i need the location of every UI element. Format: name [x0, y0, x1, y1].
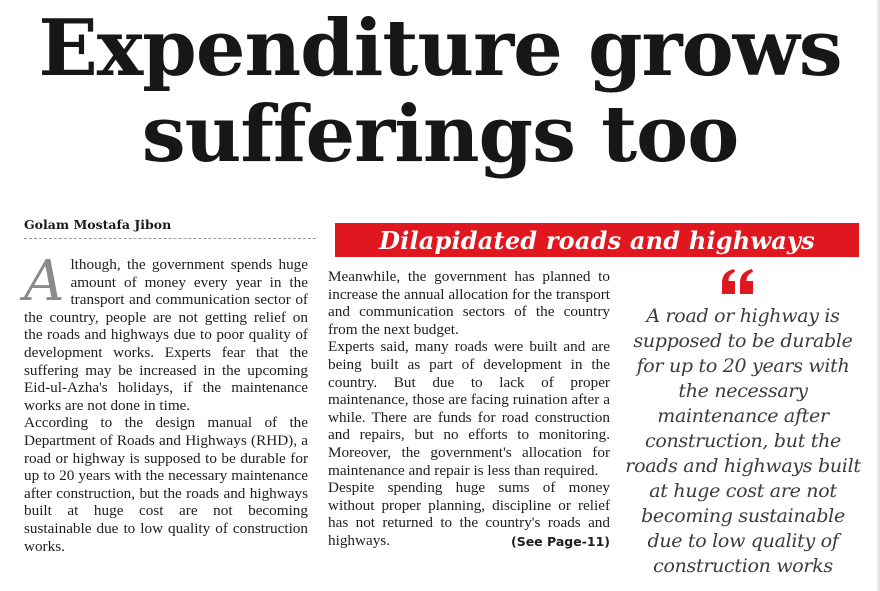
paragraph	[24, 249, 308, 414]
article-column-2	[328, 268, 610, 551]
quote-open-icon	[720, 268, 756, 296]
paragraph	[328, 479, 610, 549]
continued-page-link[interactable]: (See Page-11)	[510, 533, 610, 549]
page-edge-shadow	[876, 0, 880, 591]
pull-quote: A road or highway is supposed to be durable for up to 20 years with the necessary maintenance after construction, but the roads and highways built at huge cost are not becoming sustainable due to low quality of construction works	[625, 305, 861, 577]
paragraph-text: lthough, the government spends huge amount of money every year in the transport and communication sector of the country, people are not getting relief on the roads and highways due to poor quality of development works. Experts fear that the suffering may be increased in the upcoming Eid-ul-Azha's holidays, if the maintenance works are not done in time.	[24, 256, 308, 414]
section-banner: Dilapidated roads and highways	[335, 223, 859, 257]
byline-divider	[24, 238, 316, 239]
paragraph: Meanwhile, the government has planned to increase the annual allocation for the transport and communication sectors of the country from the next budget.	[328, 268, 610, 338]
headline-line-1: Expenditure grows	[38, 3, 842, 94]
drop-cap: A	[24, 249, 65, 314]
paragraph: Experts said, many roads were built and are being built as part of development in the country. But due to lack of proper maintenance, those are facing ruination after a while. There are funds for road construction and repairs, but no efforts to monitoring. Moreover, the government's allocation for maintenance and repair is less than required.	[328, 338, 610, 479]
paragraph-text: Despite spending huge sums of money without proper planning, discipline or relief has not returned to the country's roads and highways.	[328, 479, 610, 549]
paragraph: According to the design manual of the Department of Roads and Highways (RHD), a road or highway is supposed to be durable for up to 20 years with the necessary maintenance after construction, but the roads and highways built at huge cost are not becoming sustainable due to low quality of construction works.	[24, 414, 308, 555]
article-column-1	[24, 249, 308, 555]
headline	[0, 3, 880, 180]
headline-line-2: sufferings too	[141, 89, 739, 180]
byline: Golam Mostafa Jibon	[24, 217, 172, 232]
